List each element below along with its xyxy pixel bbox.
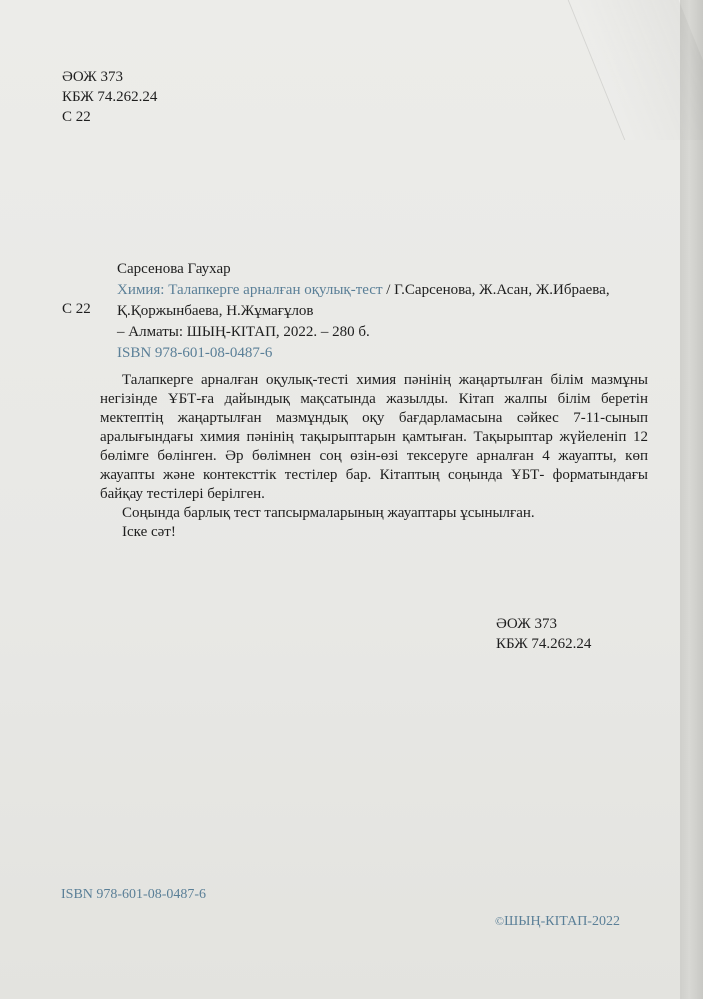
catalog-title: Химия: Талапкерге арналған оқулық-тест	[117, 282, 383, 298]
catalog-authors-2: Қ.Қоржынбаева, Н.Жұмағұлов	[117, 303, 314, 319]
page-edge	[680, 0, 703, 999]
udk-block-top	[62, 67, 157, 127]
abstract-paragraph-2: Соңында барлық тест тапсырмаларының жауаптары ұсынылған.	[122, 505, 535, 521]
abstract	[100, 371, 648, 542]
udk-code-bottom: ӘОЖ 373	[496, 616, 557, 632]
catalog-author: Сарсенова Гаухар	[117, 261, 231, 277]
author-code: С 22	[62, 109, 91, 125]
catalog-authors-1: / Г.Сарсенова, Ж.Асан, Ж.Ибраева,	[382, 282, 610, 298]
bbk-code-bottom: КБЖ 74.262.24	[496, 636, 592, 652]
catalog-title-line	[117, 280, 610, 301]
copyright-icon: ©	[495, 914, 505, 928]
copyright	[495, 911, 620, 932]
copyright-text: ШЫҢ-КІТАП-2022	[504, 914, 620, 929]
bibliographic-record	[117, 259, 610, 364]
udk-code: ӘОЖ 373	[62, 69, 123, 85]
catalog-publication: – Алматы: ШЫҢ-КІТАП, 2022. – 280 б.	[117, 324, 370, 340]
catalog-isbn: ISBN 978-601-08-0487-6	[117, 345, 273, 361]
abstract-paragraph-3: Іске сәт!	[122, 524, 176, 540]
udk-block-bottom	[496, 614, 591, 654]
footer-isbn: ISBN 978-601-08-0487-6	[61, 887, 207, 902]
abstract-paragraph-1: Талапкерге арналған оқулық-тесті химия пәнінің жаңартылған білім мазмұны негізінде ҰБТ-ға дайындық мақсатында жазылды. Кітап жалпы білім беретін мектептің жаңартылған мазмұндық оқу бағдарламасына сәйкес 7-11-сынып аралығындағы химия пәнінің тақырыптарын қамтыған. Тақырыптар жүйеленіп 12 бөлімге бөлінген. Әр бөлімнен соң өзін-өзі тексеруге арналған 4 жауапты, көп жауапты және контексттік тестілер бар. Кітаптың соңында ҰБТ- форматындағы байқау тестілері берілген.	[100, 372, 648, 502]
catalog-author-code: С 22	[62, 301, 91, 317]
bbk-code: КБЖ 74.262.24	[62, 89, 158, 105]
